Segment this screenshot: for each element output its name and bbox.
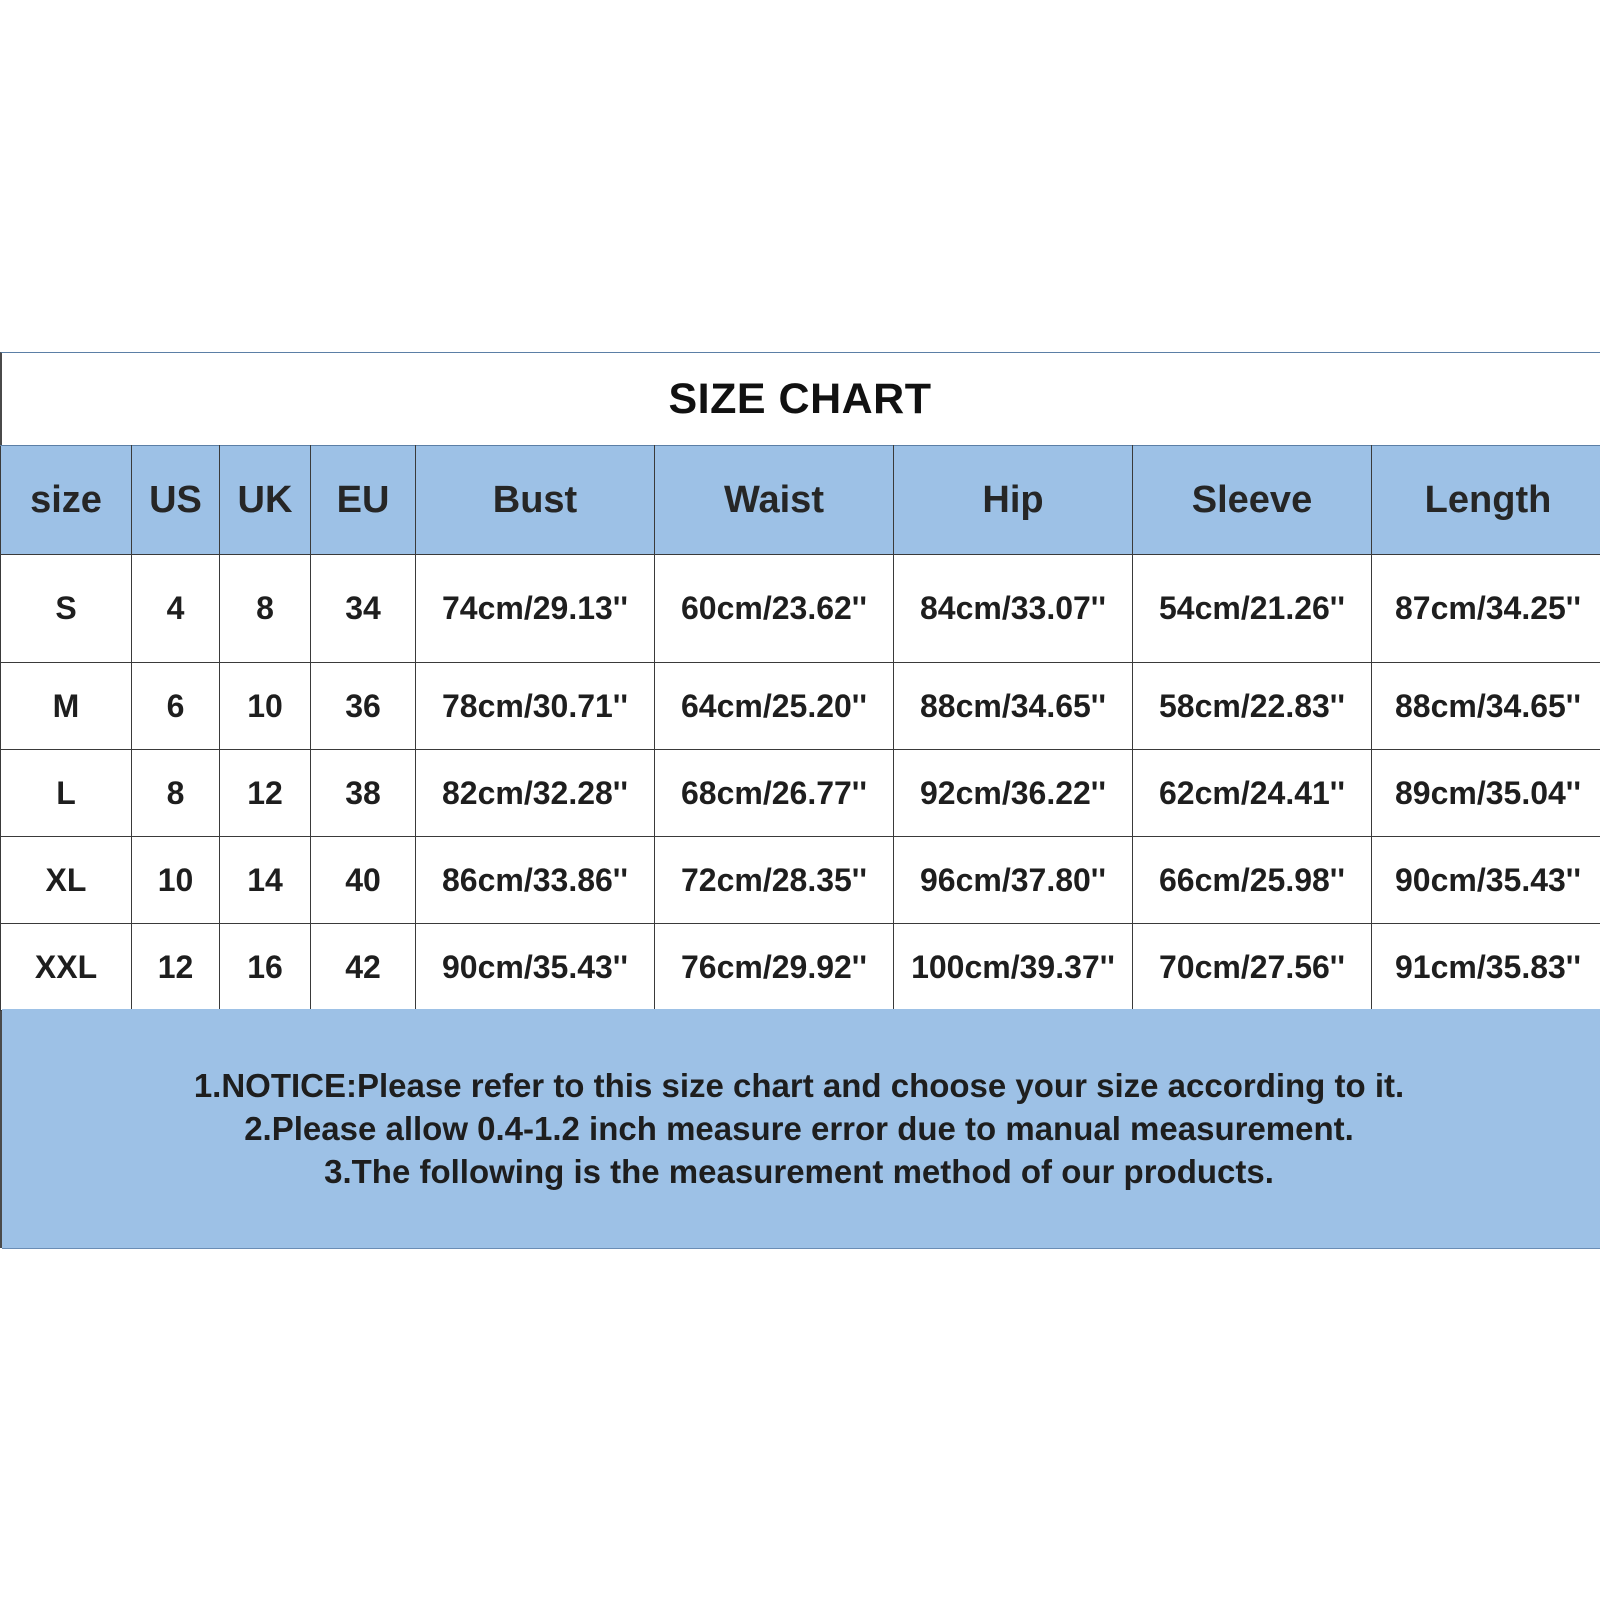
note-line: 1.NOTICE:Please refer to this size chart and choose your size according to it. — [193, 1067, 1405, 1104]
column-header-uk: UK — [220, 446, 311, 555]
cell-waist: 68cm/26.77'' — [655, 750, 894, 837]
note-line: 2.Please allow 0.4-1.2 inch measure error due to manual measurement. — [244, 1110, 1354, 1147]
cell-us: 4 — [132, 555, 220, 663]
cell-bust: 86cm/33.86'' — [416, 837, 655, 924]
cell-bust: 82cm/32.28'' — [416, 750, 655, 837]
cell-length: 89cm/35.04'' — [1372, 750, 1600, 837]
cell-waist: 72cm/28.35'' — [655, 837, 894, 924]
cell-eu: 42 — [311, 924, 416, 1011]
cell-eu: 38 — [311, 750, 416, 837]
cell-sleeve: 62cm/24.41'' — [1133, 750, 1372, 837]
cell-size: L — [1, 750, 132, 837]
column-header-bust: Bust — [416, 446, 655, 555]
cell-bust: 74cm/29.13'' — [416, 555, 655, 663]
page-title: SIZE CHART — [668, 374, 932, 423]
cell-size: M — [1, 663, 132, 750]
cell-size: S — [1, 555, 132, 663]
cell-us: 10 — [132, 837, 220, 924]
column-header-length: Length — [1372, 446, 1600, 555]
cell-hip: 96cm/37.80'' — [894, 837, 1133, 924]
note-line: 3.The following is the measurement method of our products. — [324, 1153, 1274, 1190]
cell-eu: 36 — [311, 663, 416, 750]
cell-size: XXL — [1, 924, 132, 1011]
cell-uk: 8 — [220, 555, 311, 663]
size-chart — [0, 352, 1600, 1248]
column-header-sleeve: Sleeve — [1133, 446, 1372, 555]
table-row — [1, 555, 1600, 663]
cell-length: 87cm/34.25'' — [1372, 555, 1600, 663]
cell-uk: 16 — [220, 924, 311, 1011]
cell-length: 88cm/34.65'' — [1372, 663, 1600, 750]
cell-bust: 78cm/30.71'' — [416, 663, 655, 750]
table-row — [1, 750, 1600, 837]
cell-waist: 76cm/29.92'' — [655, 924, 894, 1011]
column-header-eu: EU — [311, 446, 416, 555]
column-header-size: size — [1, 446, 132, 555]
cell-length: 90cm/35.43'' — [1372, 837, 1600, 924]
cell-eu: 40 — [311, 837, 416, 924]
cell-uk: 10 — [220, 663, 311, 750]
title-bar — [2, 353, 1600, 445]
cell-size: XL — [1, 837, 132, 924]
cell-eu: 34 — [311, 555, 416, 663]
cell-sleeve: 54cm/21.26'' — [1133, 555, 1372, 663]
cell-sleeve: 70cm/27.56'' — [1133, 924, 1372, 1011]
cell-hip: 100cm/39.37'' — [894, 924, 1133, 1011]
cell-uk: 14 — [220, 837, 311, 924]
notes-panel — [2, 1009, 1600, 1249]
cell-us: 6 — [132, 663, 220, 750]
cell-waist: 60cm/23.62'' — [655, 555, 894, 663]
cell-sleeve: 58cm/22.83'' — [1133, 663, 1372, 750]
cell-length: 91cm/35.83'' — [1372, 924, 1600, 1011]
table-row — [1, 924, 1600, 1011]
cell-us: 12 — [132, 924, 220, 1011]
table-row — [1, 663, 1600, 750]
header-row — [1, 446, 1600, 555]
column-header-us: US — [132, 446, 220, 555]
cell-us: 8 — [132, 750, 220, 837]
cell-sleeve: 66cm/25.98'' — [1133, 837, 1372, 924]
cell-bust: 90cm/35.43'' — [416, 924, 655, 1011]
table-row — [1, 837, 1600, 924]
size-table — [0, 445, 1600, 1011]
column-header-hip: Hip — [894, 446, 1133, 555]
column-header-waist: Waist — [655, 446, 894, 555]
cell-waist: 64cm/25.20'' — [655, 663, 894, 750]
cell-hip: 92cm/36.22'' — [894, 750, 1133, 837]
cell-hip: 88cm/34.65'' — [894, 663, 1133, 750]
cell-uk: 12 — [220, 750, 311, 837]
cell-hip: 84cm/33.07'' — [894, 555, 1133, 663]
